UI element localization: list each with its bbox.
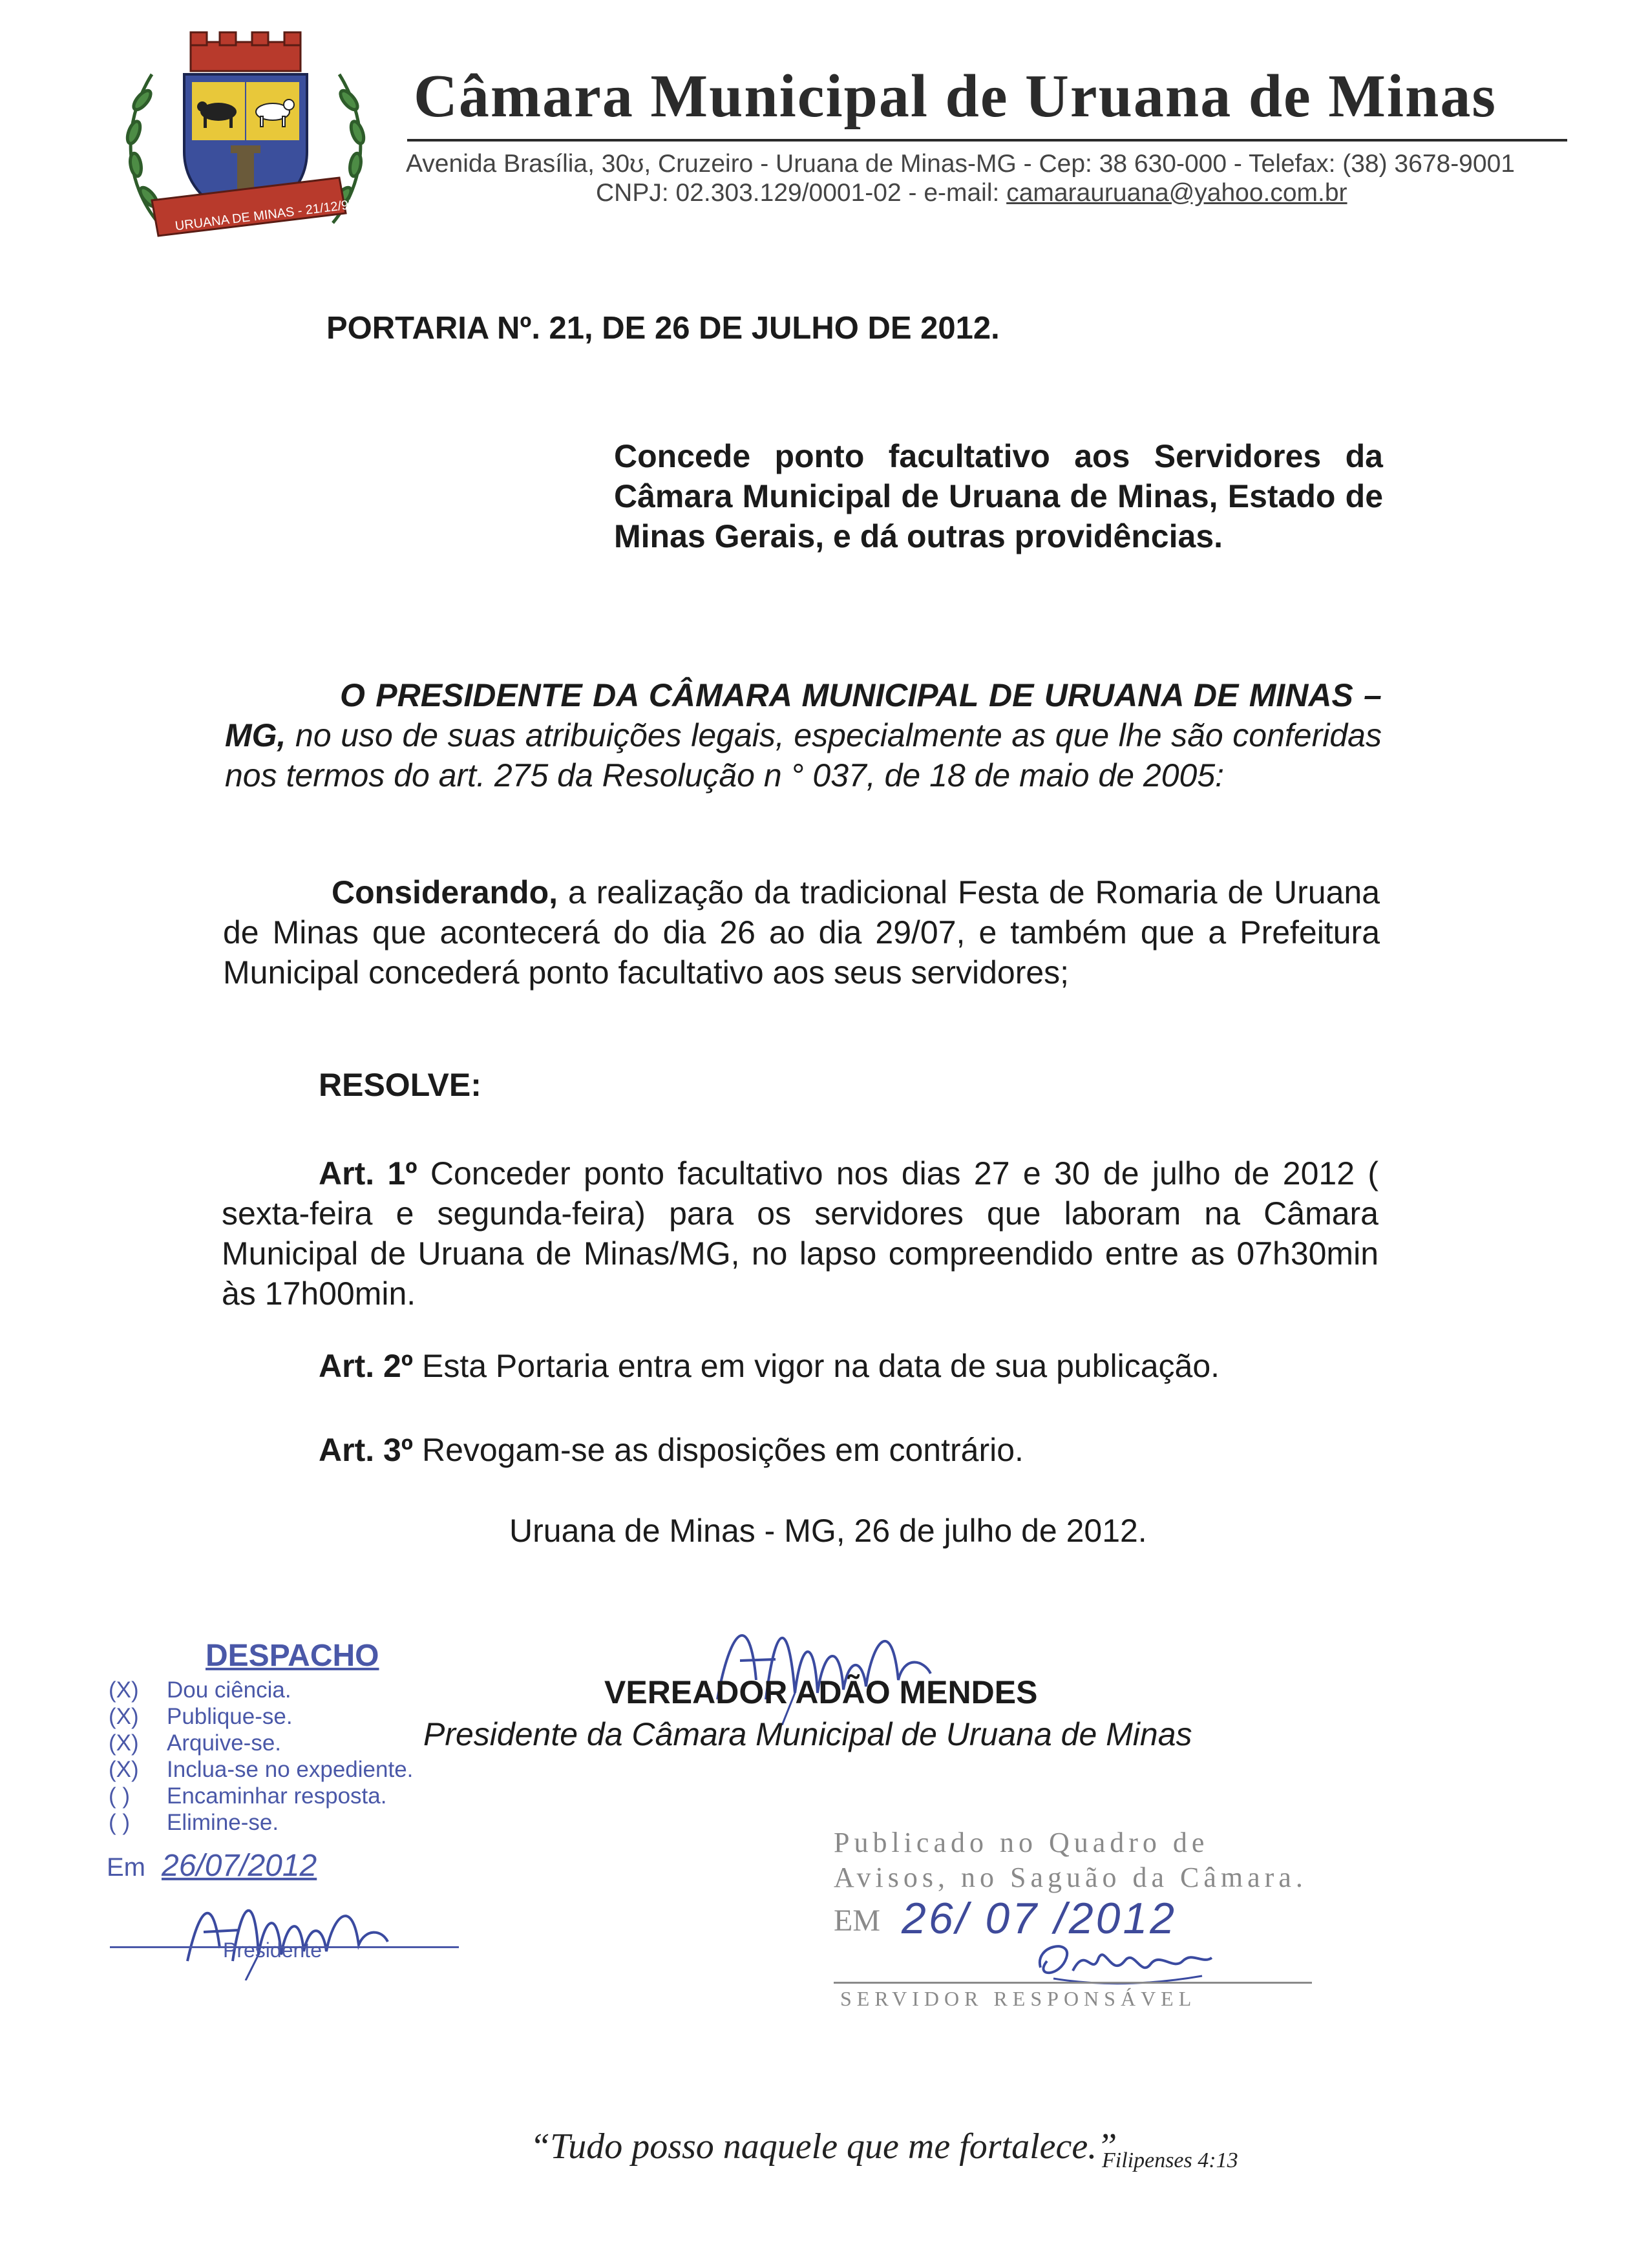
despacho-item-label: Arquive-se. — [167, 1730, 282, 1756]
despacho-item-mark: (X) — [109, 1704, 139, 1729]
preamble-paragraph — [225, 675, 1382, 795]
article-3-label: Art. 3º — [319, 1432, 414, 1468]
despacho-item-label: Dou ciência. — [167, 1677, 291, 1703]
despacho-date-label: Em — [107, 1853, 145, 1882]
despacho-checklist — [109, 1677, 413, 1836]
article-3 — [319, 1431, 1024, 1469]
considerando-label: Considerando, — [332, 874, 558, 910]
cnpj-text: CNPJ: 02.303.129/0001-02 - e-mail: — [596, 179, 1007, 207]
footer-quote: “Tudo posso naquele que me fortalece.” — [530, 2126, 1117, 2167]
publication-signature — [1028, 1932, 1221, 1993]
publication-date: 26/ 07 /2012 — [902, 1894, 1178, 1943]
considerando-paragraph — [223, 872, 1380, 992]
article-2 — [319, 1347, 1220, 1385]
article-2-label: Art. 2º — [319, 1348, 414, 1384]
article-1-text: Conceder ponto facultativo nos dias 27 e 30 de julho de 2012 ( sexta-feira e segunda-feira) para os servidores que laboram na Câmara Municipal de Uruana de Minas/MG, no lapso compreendido entre as 07h30min às 17h00min. — [222, 1155, 1379, 1312]
despacho-item — [109, 1756, 413, 1783]
preamble-heading: O PRESIDENTE DA CÂMARA MUNICIPAL DE URUANA DE MINAS – MG, — [225, 677, 1382, 753]
article-3-text: Revogam-se as disposições em contrário. — [413, 1432, 1024, 1468]
cnpj-line — [596, 179, 1347, 207]
despacho-signature — [181, 1884, 427, 1984]
despacho-item-label: Publique-se. — [167, 1704, 293, 1729]
publication-signature-line — [834, 1982, 1312, 1984]
publication-stamp-em: EM — [834, 1904, 880, 1938]
signer-role: Presidente da Câmara Municipal de Uruana de Minas — [423, 1716, 1192, 1752]
header-divider — [407, 139, 1567, 142]
ementa-summary: Concede ponto facultativo aos Servidores da Câmara Municipal de Uruana de Minas, Estado de Minas Gerais, e dá outras providências. — [614, 438, 1383, 554]
despacho-item-label: Encaminhar resposta. — [167, 1783, 387, 1809]
publication-stamp-footer: SERVIDOR RESPONSÁVEL — [840, 1987, 1197, 2010]
considerando-text: a realização da tradicional Festa de Romaria de Uruana de Minas que acontecerá do dia 26 ao dia 29/07, e também que a Prefeitura Municipal concederá ponto facultativo aos seus servidores; — [223, 874, 1380, 991]
despacho-item-label: Elimine-se. — [167, 1810, 279, 1835]
organization-name: Câmara Municipal de Uruana de Minas — [414, 63, 1497, 130]
email-link[interactable]: camarauruana@yahoo.com.br — [1006, 179, 1347, 207]
document-title: PORTARIA Nº. 21, DE 26 DE JULHO DE 2012. — [326, 311, 1000, 346]
publication-stamp-line1: Publicado no Quadro de — [834, 1827, 1209, 1858]
preamble-text: no uso de suas atribuições legais, especialmente as que lhe são conferidas nos termos do art. 275 da Resolução n ° 037, de 18 de maio de 2005: — [225, 717, 1382, 793]
despacho-item-mark: (X) — [109, 1757, 139, 1782]
despacho-item-mark: (X) — [109, 1730, 139, 1756]
signer-name: VEREADOR ADÃO MENDES — [604, 1674, 1038, 1710]
despacho-item — [109, 1677, 413, 1703]
article-1-label: Art. 1º — [319, 1155, 417, 1192]
despacho-stamp-title: DESPACHO — [206, 1639, 379, 1673]
despacho-item-mark: (X) — [109, 1677, 139, 1703]
place-and-date: Uruana de Minas - MG, 26 de julho de 2012. — [509, 1513, 1147, 1549]
despacho-date: 26/07/2012 — [162, 1849, 317, 1883]
coat-of-arms-logo — [113, 29, 378, 249]
publication-stamp-line2: Avisos, no Saguão da Câmara. — [834, 1862, 1307, 1893]
despacho-item — [109, 1703, 413, 1730]
despacho-item — [109, 1809, 413, 1836]
despacho-item — [109, 1730, 413, 1756]
despacho-item-mark: ( ) — [109, 1810, 131, 1835]
footer-reference: Filipenses 4:13 — [1102, 2148, 1238, 2172]
article-2-text: Esta Portaria entra em vigor na data de sua publicação. — [413, 1348, 1220, 1384]
crest-banner-text: URUANA DE MINAS - 21/12/95 — [174, 197, 357, 234]
despacho-item-label: Inclua-se no expediente. — [167, 1757, 414, 1782]
despacho-item-mark: ( ) — [109, 1783, 131, 1809]
address-line: Avenida Brasília, 30ʊ, Cruzeiro - Uruana de Minas-MG - Cep: 38 630-000 - Telefax: (38) 3678-9001 — [406, 150, 1515, 178]
resolve-heading: RESOLVE: — [319, 1067, 481, 1103]
article-1 — [222, 1153, 1379, 1314]
despacho-role: Presidente — [223, 1938, 322, 1962]
despacho-item — [109, 1783, 413, 1809]
